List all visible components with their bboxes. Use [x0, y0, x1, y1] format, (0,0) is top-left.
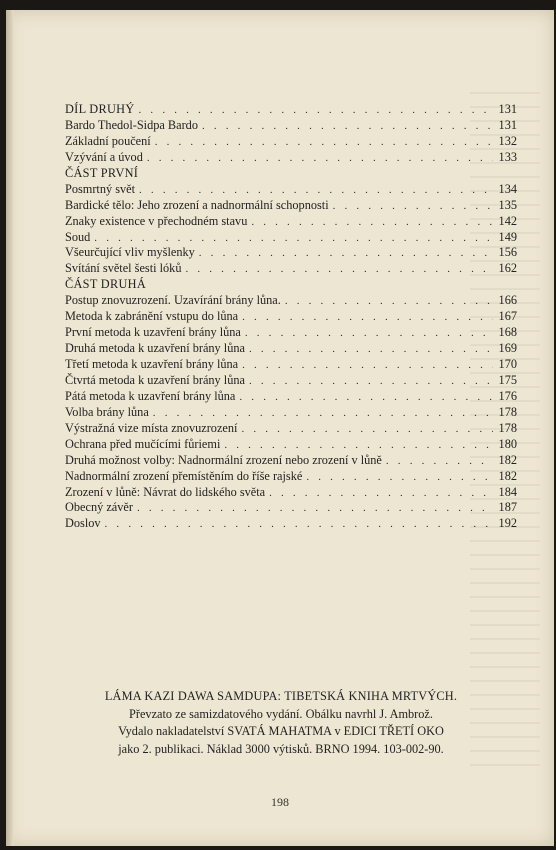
toc-entry-title: Bardo Thedol-Sidpa Bardo	[65, 117, 198, 132]
toc-entry-page: 187	[498, 500, 517, 515]
toc-entry-title: Svítání světel šesti lóků	[65, 261, 182, 276]
toc-entry-title: Volba brány lůna	[65, 404, 149, 419]
toc-entry-title: Pátá metoda k uzavření brány lůna	[65, 388, 236, 403]
toc-entry-page: 131	[498, 117, 517, 132]
colophon-line-3: Vydalo nakladatelství SVATÁ MAHATMA v EDICI TŘETÍ OKO	[118, 724, 444, 738]
toc-entry-title: Vzývání a úvod	[65, 149, 143, 164]
dot-leader	[185, 262, 493, 278]
dot-leader	[249, 374, 493, 390]
toc-entry	[65, 405, 517, 421]
toc-entry-title: ČÁST DRUHÁ	[65, 277, 147, 292]
toc-entry-page: 131	[498, 102, 517, 116]
dot-leader	[239, 390, 493, 406]
toc-entry-page: 169	[498, 341, 517, 356]
toc-entry	[65, 437, 517, 453]
toc-entry-title: První metoda k uzavření brány lůna	[65, 325, 241, 340]
colophon-line-2: Převzato ze samizdatového vydání. Obálku navrhl J. Ambrož.	[129, 706, 433, 721]
toc-entry-page: 176	[498, 388, 517, 403]
toc-entry-page: 178	[498, 404, 517, 419]
dot-leader	[249, 342, 493, 358]
toc-entry-page: 184	[498, 484, 517, 499]
dot-leader	[199, 246, 493, 262]
dot-leader	[139, 183, 493, 199]
toc-entry-title: Soud	[65, 229, 91, 244]
toc-entry	[65, 389, 517, 405]
toc-entry-title: DÍL DRUHÝ	[65, 102, 135, 116]
toc-entry-title: Všeurčující vliv myšlenky	[65, 245, 195, 260]
toc-entry-page: 142	[498, 213, 517, 228]
toc-entry-page: 149	[498, 229, 517, 244]
toc-entry-page: 182	[498, 468, 517, 483]
toc-entry-title: Doslov	[65, 516, 101, 531]
dot-leader	[147, 151, 493, 167]
toc-entry	[65, 469, 517, 485]
toc-entry-page: 170	[498, 357, 517, 371]
toc-entry-page: 156	[498, 245, 517, 260]
colophon-line-4: jako 2. publikaci. Náklad 3000 výtisků. BRNO 1994. 103-002-90.	[118, 741, 444, 756]
dot-leader	[242, 358, 493, 374]
table-of-contents	[65, 102, 517, 532]
toc-entry-page: 178	[498, 420, 517, 435]
toc-entry-page: 135	[498, 197, 517, 212]
toc-entry-title: Posmrtný svět	[65, 181, 136, 196]
toc-entry-title: Výstražná vize místa znovuzrození	[65, 420, 238, 435]
toc-entry	[65, 341, 517, 357]
toc-entry-title: Bardické tělo: Jeho zrození a nadnormální schopnosti	[65, 197, 329, 212]
dot-leader	[333, 199, 493, 215]
toc-entry-title: Obecný závěr	[65, 500, 133, 515]
toc-entry-title: Čtvrtá metoda k uzavření brány lůna	[65, 372, 245, 387]
toc-entry	[65, 261, 517, 277]
dot-leader	[105, 517, 493, 533]
toc-entry	[65, 485, 517, 501]
toc-entry	[65, 373, 517, 389]
toc-entry-page: 168	[498, 325, 517, 340]
colophon	[46, 688, 516, 758]
toc-entry-title: Metoda k zabránění vstupu do lůna	[65, 309, 239, 324]
toc-entry-page: 175	[498, 372, 517, 387]
dot-leader	[245, 326, 493, 342]
dot-leader	[224, 438, 493, 454]
dot-leader	[242, 310, 493, 326]
toc-entry	[65, 245, 517, 261]
toc-entry-title: Druhá možnost volby: Nadnormální zrození nebo zrození v lůně	[65, 452, 382, 467]
toc-entry-title: Třetí metoda k uzavření brány lůna	[65, 357, 239, 371]
toc-section-heading	[65, 166, 517, 182]
dot-leader	[202, 119, 493, 135]
toc-entry	[65, 357, 517, 373]
colophon-title-line: LÁMA KAZI DAWA SAMDUPA: TIBETSKÁ KNIHA MRTVÝCH.	[104, 689, 458, 703]
toc-entry	[65, 309, 517, 325]
toc-entry	[65, 293, 517, 309]
toc-entry	[65, 150, 517, 166]
toc-entry-page: 133	[498, 149, 517, 164]
dot-leader	[285, 294, 493, 310]
dot-leader	[137, 501, 493, 517]
toc-entry-page: 182	[498, 452, 517, 467]
dot-leader	[94, 231, 493, 247]
toc-entry-title: ČÁST PRVNÍ	[65, 165, 139, 180]
toc-entry-title: Druhá metoda k uzavření brány lůna	[65, 341, 245, 356]
toc-entry	[65, 516, 517, 532]
toc-entry-page: 180	[498, 436, 517, 451]
toc-entry	[65, 182, 517, 198]
toc-entry-title: Postup znovuzrození. Uzavírání brány lůna.	[65, 293, 281, 308]
toc-entry-page: 166	[498, 293, 517, 308]
dot-leader	[139, 103, 493, 119]
dot-leader	[306, 470, 493, 486]
toc-entry-title: Zrození v lůně: Návrat do lidského světa	[65, 484, 266, 499]
toc-entry	[65, 214, 517, 230]
toc-entry-title: Nadnormální zrození přemístěním do říše rajské	[65, 468, 303, 483]
dot-leader	[269, 486, 493, 502]
dot-leader	[251, 215, 493, 231]
toc-section-heading	[65, 102, 517, 118]
dot-leader	[386, 454, 493, 470]
toc-entry	[65, 118, 517, 134]
toc-entry	[65, 134, 517, 150]
toc-entry	[65, 453, 517, 469]
toc-entry-page: 132	[498, 133, 517, 148]
toc-entry	[65, 421, 517, 437]
toc-entry	[65, 230, 517, 246]
toc-entry-page: 134	[498, 181, 517, 196]
page-number: 198	[271, 795, 289, 809]
toc-entry-page: 167	[498, 309, 517, 324]
toc-entry-title: Ochrana před mučícími fůriemi	[65, 436, 221, 451]
toc-entry	[65, 198, 517, 214]
dot-leader	[155, 135, 493, 151]
book-page	[6, 10, 554, 846]
toc-entry-title: Základní poučení	[65, 133, 151, 148]
toc-section-heading	[65, 277, 517, 293]
dot-leader	[241, 422, 493, 438]
toc-entry-title: Znaky existence v přechodném stavu	[65, 213, 248, 228]
toc-entry-page: 192	[498, 516, 517, 531]
toc-entry	[65, 325, 517, 341]
dot-leader	[153, 406, 493, 422]
toc-entry	[65, 500, 517, 516]
page-spine-shadow	[6, 10, 14, 846]
toc-entry-page: 162	[498, 261, 517, 276]
